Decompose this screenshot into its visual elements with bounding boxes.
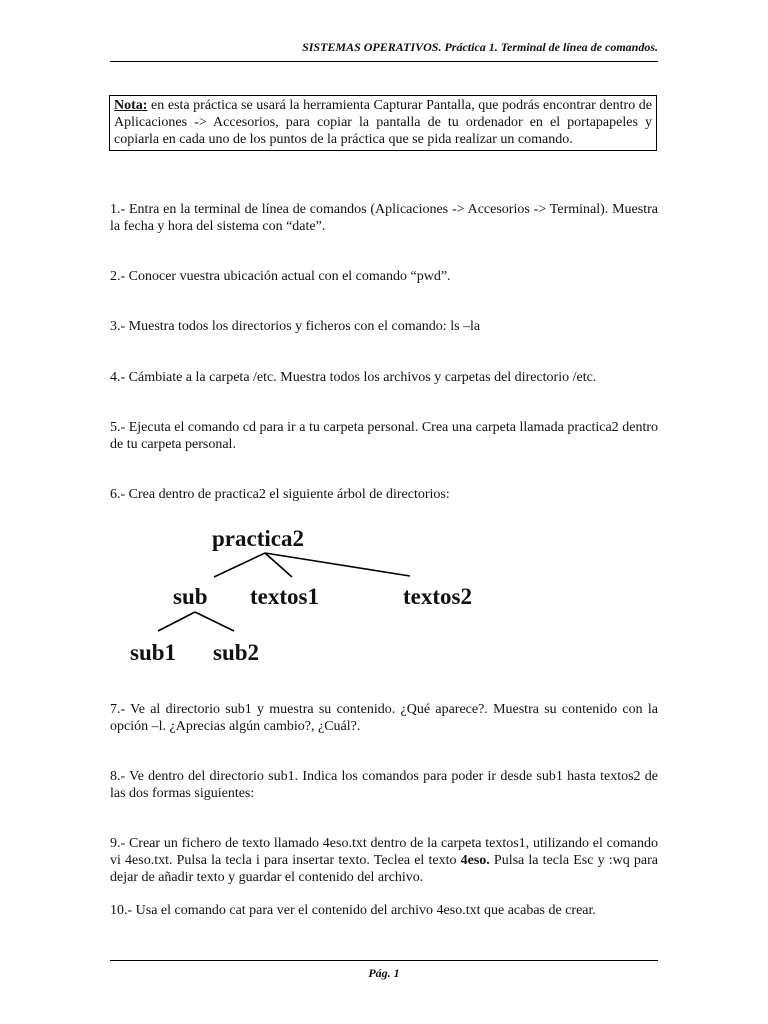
page-number: Pág. 1 — [368, 966, 400, 980]
tree-node-sub1: sub1 — [130, 640, 177, 665]
page-header: SISTEMAS OPERATIVOS. Práctica 1. Terminal de línea de comandos. — [302, 40, 658, 54]
exercise-3: 3.- Muestra todos los directorios y ficheros con el comando: ls –la — [110, 319, 481, 334]
edge-sub-sub1 — [158, 612, 195, 631]
exercise-8: 8.- Ve dentro del directorio sub1. Indica los comandos para poder ir desde sub1 hasta textos2 de las dos formas siguientes: — [110, 769, 658, 801]
tree-node-sub2: sub2 — [213, 640, 260, 665]
edge-root-textos2 — [265, 553, 410, 576]
exercise-9-bold-text: 4eso. — [460, 853, 490, 868]
exercise-10: 10.- Usa el comando cat para ver el contenido del archivo 4eso.txt que acabas de crear. — [110, 903, 596, 918]
edge-root-sub — [214, 553, 265, 577]
exercise-9-text-after: Pulsa la tecla Esc y :wq para dejar de añadir texto y guardar el contenido del archivo. — [110, 853, 658, 885]
exercise-6: 6.- Crea dentro de practica2 el siguiente árbol de directorios: — [110, 487, 450, 502]
tree-node-textos2: textos2 — [403, 584, 472, 609]
footer-rule — [110, 960, 658, 961]
note-label: Nota: — [114, 98, 148, 113]
edge-root-textos1 — [265, 553, 292, 577]
header-rule — [110, 61, 658, 62]
edge-sub-sub2 — [195, 612, 234, 631]
exercise-2: 2.- Conocer vuestra ubicación actual con el comando “pwd”. — [110, 269, 451, 284]
exercise-4: 4.- Cámbiate a la carpeta /etc. Muestra todos los archivos y carpetas del directorio /etc. — [110, 370, 597, 385]
note-box — [109, 95, 657, 151]
exercise-7: 7.- Ve al directorio sub1 y muestra su contenido. ¿Qué aparece?. Muestra su contenido con la opción –l. ¿Aprecias algún cambio?, ¿Cuál?. — [110, 702, 658, 734]
exercise-5: 5.- Ejecuta el comando cd para ir a tu carpeta personal. Crea una carpeta llamada practica2 dentro de tu carpeta personal. — [110, 420, 658, 452]
tree-node-sub: sub — [173, 584, 208, 609]
tree-node-practica2: practica2 — [212, 526, 304, 551]
tree-node-textos1: textos1 — [250, 584, 319, 609]
exercise-9 — [110, 835, 658, 886]
exercise-1: 1.- Entra en la terminal de línea de comandos (Aplicaciones -> Accesorios -> Terminal). Muestra la fecha y hora del sistema con “date”. — [110, 202, 658, 234]
note-text: en esta práctica se usará la herramienta Capturar Pantalla, que podrás encontrar dentro de Aplicaciones -> Accesorios, para copiar la pantalla de tu ordenador en el portapapeles y copiarla en cada uno de los puntos de la práctica que se pida realizar un comando. — [114, 98, 652, 147]
exercise-9-text-before: 9.- Crear un fichero de texto llamado 4eso.txt dentro de la carpeta textos1, utilizando el comando vi 4eso.txt. Pulsa la tecla i para insertar texto. Teclea el texto — [110, 836, 658, 868]
